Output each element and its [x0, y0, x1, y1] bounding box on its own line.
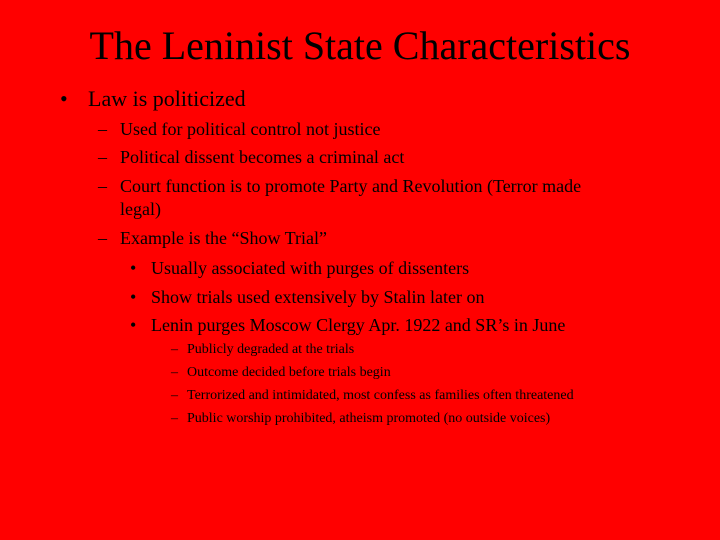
sub-point-text: Used for political control not justice	[120, 119, 381, 139]
show-trial-point-text: Usually associated with purges of dissenters	[151, 258, 470, 278]
purge-detail-text: Outcome decided before trials begin	[187, 365, 391, 380]
bullet-marker: •	[60, 86, 68, 111]
bullet-marker: •	[130, 258, 137, 278]
bullet-text: Law is politicized	[88, 86, 246, 111]
dash-marker: –	[171, 411, 178, 426]
dash-marker: –	[98, 147, 107, 167]
show-trial-point-text: Show trials used extensively by Stalin later on	[151, 287, 485, 307]
dash-marker: –	[171, 388, 178, 403]
purge-detail-text: Public worship prohibited, atheism promoted (no outside voices)	[187, 411, 551, 426]
dash-marker: –	[98, 176, 107, 196]
slide-title: The Leninist State Characteristics	[89, 23, 631, 68]
show-trial-point-text: Lenin purges Moscow Clergy Apr. 1922 and SR’s in June	[151, 315, 566, 335]
purge-detail-text: Terrorized and intimidated, most confess as families often threatened	[187, 388, 574, 403]
dash-marker: –	[171, 365, 178, 380]
dash-marker: –	[98, 119, 107, 139]
sub-point-text: Example is the “Show Trial”	[120, 228, 327, 248]
bullet-marker: •	[130, 315, 137, 335]
purge-detail-text: Publicly degraded at the trials	[187, 342, 355, 357]
sub-point-text: Court function is to promote Party and Revolution (Terror made	[120, 176, 582, 196]
bullet-marker: •	[130, 287, 137, 307]
sub-point-text-continued: legal)	[120, 199, 161, 219]
sub-point-text: Political dissent becomes a criminal act	[120, 147, 405, 167]
dash-marker: –	[171, 342, 178, 357]
dash-marker: –	[98, 228, 107, 248]
